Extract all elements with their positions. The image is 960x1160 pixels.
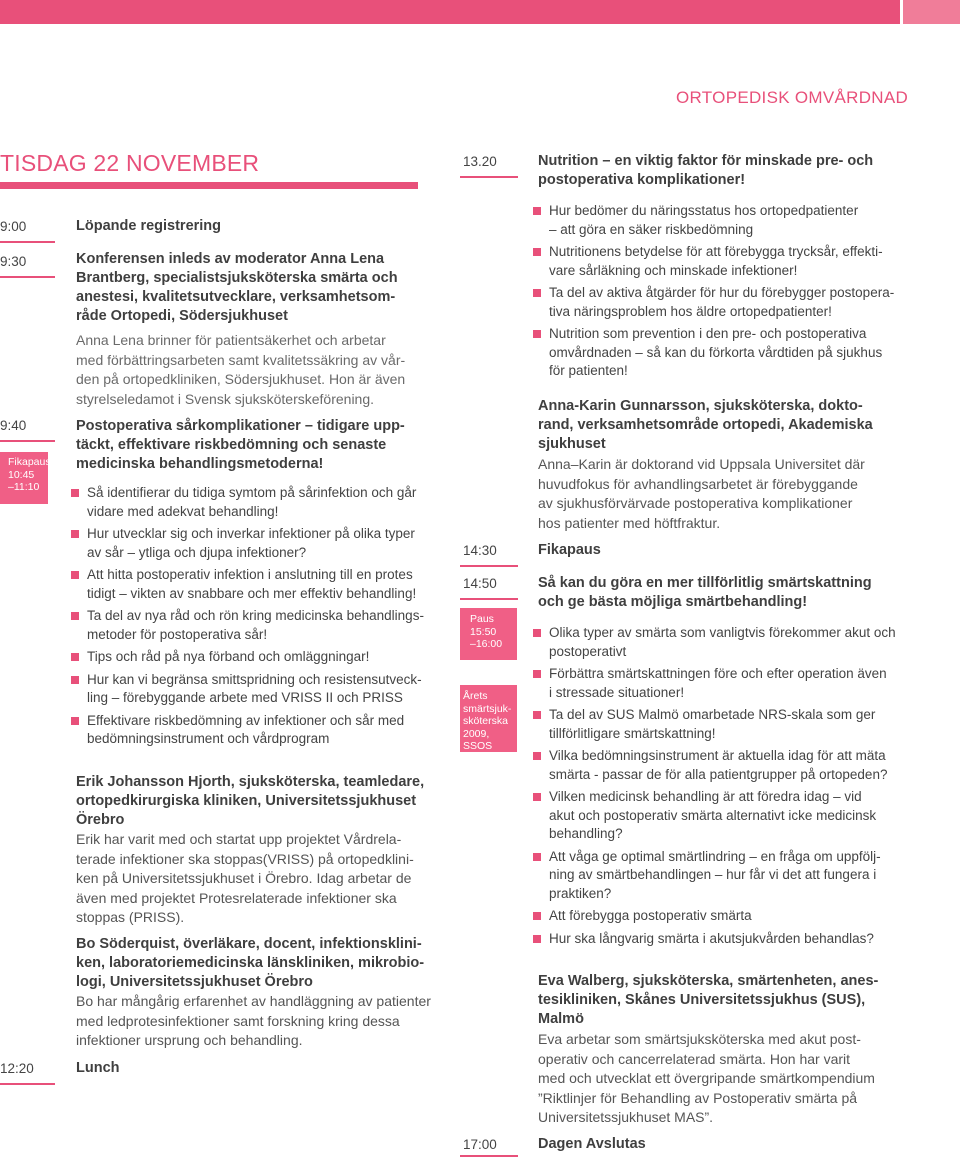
award-box: Årets smärtsjuk- sköterska 2009, SSOS	[460, 685, 517, 752]
pause-box: Paus 15:50 –16:00	[460, 608, 517, 660]
list-item: Att våga ge optimal smärtlindring – en fråga om uppfölj- ning av smärtbehandlingen – hur får vi det att fungera i praktiken?	[533, 848, 958, 904]
registration-label: Löpande registrering	[76, 218, 222, 234]
top-accent-bar	[0, 0, 900, 24]
bullet-square	[533, 752, 541, 760]
list-item: Hur kan vi begränsa smittspridning och resistensutveck- ling – förebyggande arbete med VRISS II och PRISS	[71, 671, 451, 708]
time-rule	[460, 565, 518, 567]
section-title: ORTOPEDISK OMVÅRDNAD	[676, 88, 909, 107]
list-item: Vilken medicinsk behandling är att föredra idag – vid akut och postoperativ smärta alternativt icke medicinsk behandling?	[533, 788, 958, 844]
list-item: Ta del av SUS Malmö omarbetade NRS-skala som ger tillförlitligare smärtskattning!	[533, 706, 958, 743]
bullet-square	[71, 653, 79, 661]
opening-session-title: Konferensen inleds av moderator Anna Lena Brantberg, specialistsjuksköterska smärta och anestesi, kvalitetsutvecklare, verksamhetsom- råde Ortopedi, Södersjukhuset	[76, 251, 398, 324]
speaker-eva-title: Eva Walberg, sjuksköterska, smärtenheten, anes- tesikliniken, Skånes Universitetssjukhus (SUS), Malmö	[538, 973, 879, 1027]
time-rule	[460, 1155, 518, 1157]
list-item: Olika typer av smärta som vanligtvis förekommer akut och postoperativt	[533, 624, 958, 661]
day-title: TISDAG 22 NOVEMBER	[0, 150, 260, 176]
list-item: Effektivare riskbedömning av infektioner och sår med bedömningsinstrument och vårdprogram	[71, 712, 451, 749]
bullet-square	[533, 289, 541, 297]
speaker-erik-bio: Erik har varit med och startat upp projektet Vårdrela- terade infektioner ska stoppas(VRISS) på ortopedklini- ken på Universitetssjukhuset i Örebro. Idag arbetar de även med projektet Protesrelaterade infektioner ska stoppas (PRISS).	[76, 831, 414, 925]
time-1220: 12:20	[0, 1061, 34, 1076]
time-0930: 9:30	[0, 254, 27, 269]
bullet-square	[533, 330, 541, 338]
time-rule	[460, 176, 518, 178]
bullet-square	[533, 711, 541, 719]
time-1700: 17:00	[463, 1137, 497, 1152]
day-end-label: Dagen Avslutas	[538, 1136, 646, 1152]
list-item: Tips och råd på nya förband och omläggningar!	[71, 648, 451, 667]
list-item: Hur utvecklar sig och inverkar infektioner på olika typer av sår – ytliga och djupa infektioner?	[71, 525, 451, 562]
bullet-square	[71, 612, 79, 620]
list-item: Förbättra smärtskattningen före och efter operation även i stressade situationer!	[533, 665, 958, 702]
bullet-square	[533, 793, 541, 801]
speaker-annakarin-title: Anna-Karin Gunnarsson, sjuksköterska, dokto- rand, verksamhetsområde ortopedi, Akademiska sjukhuset	[538, 398, 873, 452]
bullet-square	[71, 489, 79, 497]
bullet-square	[533, 853, 541, 861]
bullet-square	[533, 248, 541, 256]
list-item: Att förebygga postoperativ smärta	[533, 907, 958, 926]
wound-session-bullets	[71, 484, 451, 753]
speaker-bo-bio: Bo har mångårig erfarenhet av handläggning av patienter med ledprotesinfektioner samt forskning kring dessa infektioner ursprung och behandling.	[76, 993, 431, 1048]
time-0900: 9:00	[0, 219, 27, 234]
list-item: Nutritionens betydelse för att förebygga trycksår, effekti- vare sårläkning och minskade infektioner!	[533, 243, 953, 280]
nutrition-session-title: Nutrition – en viktig faktor för minskade pre- och postoperativa komplikationer!	[538, 153, 874, 188]
bullet-square	[533, 912, 541, 920]
list-item: Ta del av nya råd och rön kring medicinska behandlings- metoder för postoperativa sår!	[71, 607, 451, 644]
opening-session-text: Anna Lena brinner för patientsäkerhet och arbetar med förbättringsarbeten samt kvalitetssäkring av vår- den på ortopedkliniken, Södersjukhuset. Hon är även styrelseledamot i Svensk sjuksköterskeförening.	[76, 332, 406, 407]
coffee-break-box: Fikapaus 10:45 –11:10	[0, 452, 48, 504]
list-item: Ta del av aktiva åtgärder för hur du förebygger postopera- tiva näringsproblem hos äldre ortopedpatienter!	[533, 284, 953, 321]
list-item: Så identifierar du tidiga symtom på sårinfektion och går vidare med adekvat behandling!	[71, 484, 451, 521]
speaker-bo-title: Bo Söderquist, överläkare, docent, infektionsklini- ken, laboratoriemedicinska länskliniken, mikrobio- logi, Universitetssjukhuset Örebro	[76, 936, 425, 990]
list-item: Hur bedömer du näringsstatus hos ortopedpatienter – att göra en säker riskbedömning	[533, 202, 953, 239]
time-1320: 13.20	[463, 154, 497, 169]
time-0940: 9:40	[0, 418, 27, 433]
lunch-label: Lunch	[76, 1060, 120, 1076]
wound-session-title: Postoperativa sårkomplikationer – tidigare upp- täckt, effektivare riskbedömning och senaste medicinska behandlingsmetoderna!	[76, 418, 405, 472]
time-1450: 14:50	[463, 576, 497, 591]
list-item: Nutrition som prevention i den pre- och postoperativa omvårdnaden – så kan du förkorta vårdtiden på sjukhus för patienten!	[533, 325, 953, 381]
list-item: Att hitta postoperativ infektion i anslutning till en protes tidigt – vikten av snabbare och mer effektiv behandling!	[71, 566, 451, 603]
day-title-rule	[0, 182, 418, 189]
bullet-square	[71, 571, 79, 579]
time-rule	[460, 598, 518, 600]
list-item: Hur ska långvarig smärta i akutsjukvården behandlas?	[533, 930, 958, 949]
bullet-square	[533, 935, 541, 943]
speaker-eva-bio: Eva arbetar som smärtsjuksköterska med akut post- operativ och cancerrelaterad smärta. Hon har varit med och utvecklat ett övergripande smärtkompendium ”Riktlinjer för Behandling av Postoperativ smärta på Universitetssjukhuset MAS”.	[538, 1031, 875, 1125]
fikapaus-label: Fikapaus	[538, 542, 601, 558]
top-accent-bar-right	[903, 0, 960, 24]
time-rule	[0, 276, 55, 278]
nutrition-bullets	[533, 202, 953, 385]
time-rule	[0, 241, 55, 243]
list-item: Vilka bedömningsinstrument är aktuella idag för att mäta smärta - passar de för alla patientgrupper på ortopeden?	[533, 747, 958, 784]
bullet-square	[71, 530, 79, 538]
bullet-square	[71, 676, 79, 684]
speaker-annakarin-bio: Anna–Karin är doktorand vid Uppsala Universitet där huvudfokus för avhandlingsarbetet är förebyggande av sjukhusförvärvade postoperativa komplikationer hos patienter med höftfraktur.	[538, 456, 865, 531]
time-1430: 14:30	[463, 543, 497, 558]
time-rule	[0, 1083, 55, 1085]
pain-session-title: Så kan du göra en mer tillförlitlig smärtskattning och ge bästa möjliga smärtbehandling!	[538, 575, 872, 610]
bullet-square	[71, 717, 79, 725]
time-rule	[0, 440, 55, 442]
speaker-erik-title: Erik Johansson Hjorth, sjuksköterska, teamledare, ortopedkirurgiska kliniken, Universitetssjukhuset Örebro	[76, 774, 425, 828]
bullet-square	[533, 670, 541, 678]
bullet-square	[533, 207, 541, 215]
pain-bullets	[533, 624, 958, 952]
bullet-square	[533, 629, 541, 637]
